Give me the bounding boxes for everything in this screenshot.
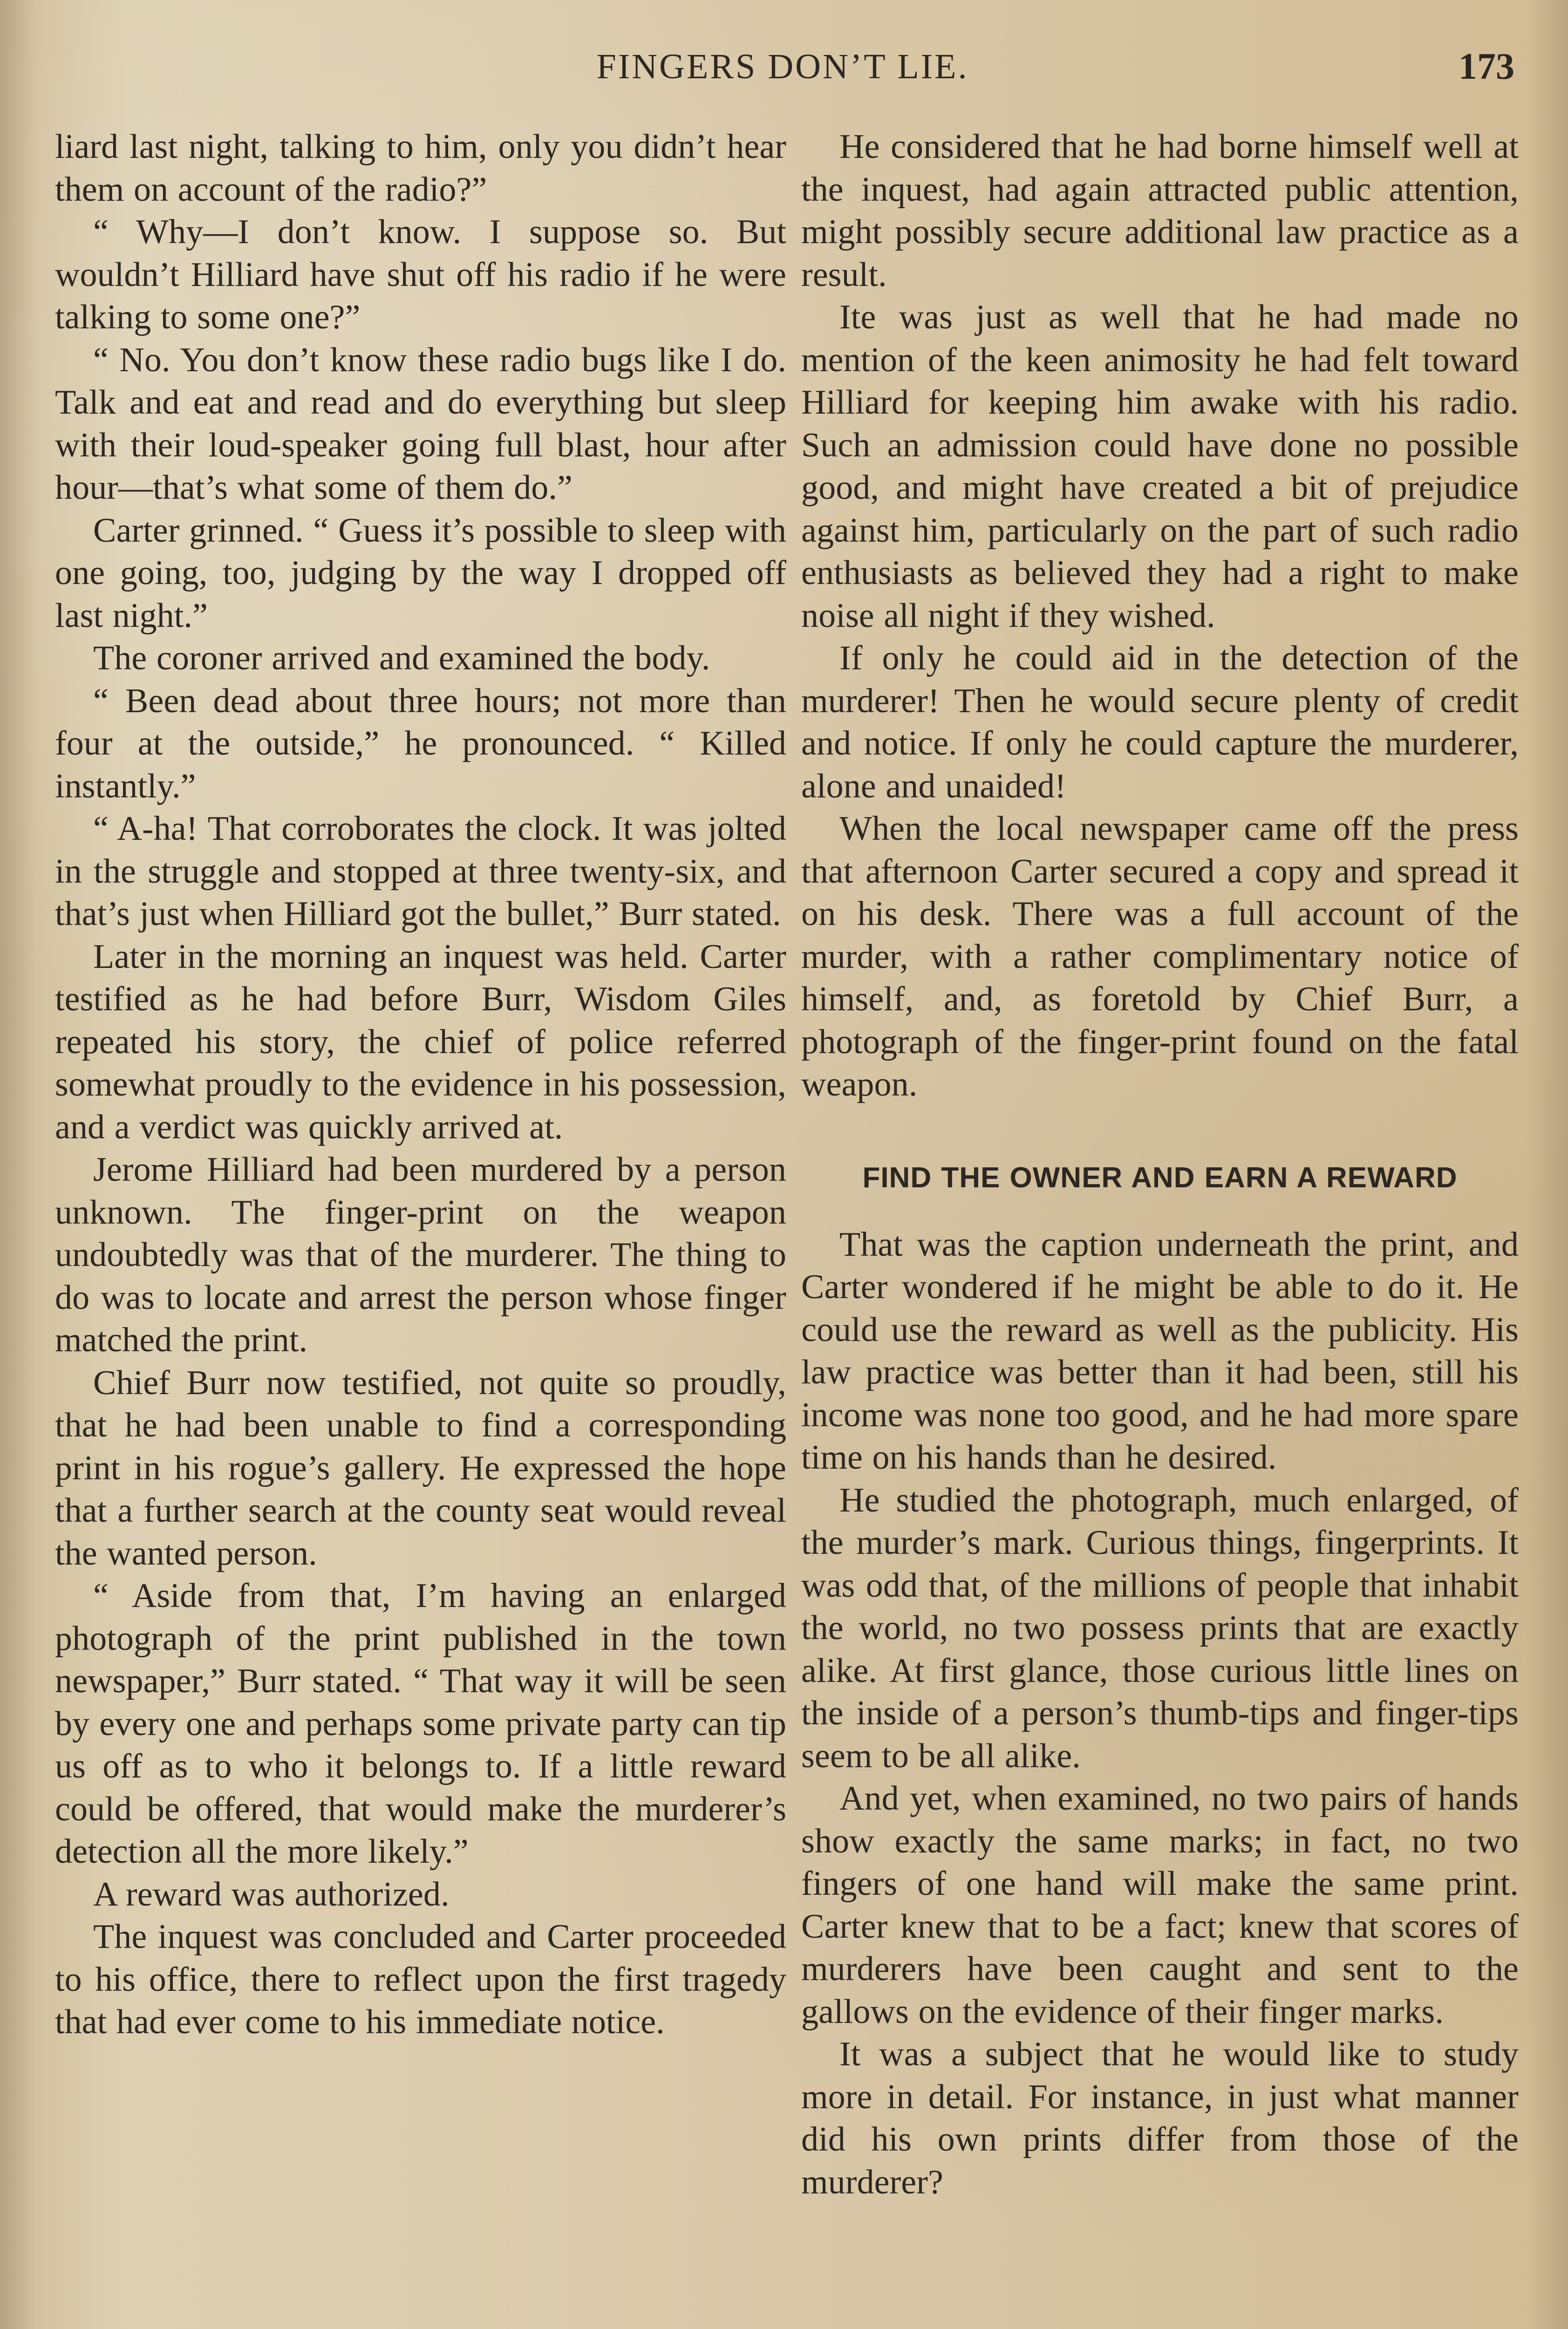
page-number: 173 <box>1459 46 1514 87</box>
left-paragraph-11: “ Aside from that, I’m having an enlarged photograph of the print published in the town newspaper,” Burr stated. “ That way it will be seen by every one and perhaps some private party can tip us off as to who it belongs to. If a little reward could be offered, that would make the murderer’s detection all the more likely.” <box>55 1577 786 1871</box>
left-paragraph-1: liard last night, talking to him, only you didn’t hear them on account of the radio?” <box>55 128 786 209</box>
right-paragraph-2: Ite was just as well that he had made no mention of the keen animosity he had felt toward Hilliard for keeping him awake with his radio. Such an admission could have done no possible good, and might have created a bit of prejudice against him, particularly on the part of such radio enthusiasts as believed they had a right to make noise all night if they wished. <box>801 298 1519 635</box>
right-paragraph-3: If only he could aid in the detection of the murderer! Then he would secure plenty of credit and notice. If only he could capture the murderer, alone and unaided! <box>801 639 1519 805</box>
left-paragraph-13: The inquest was concluded and Carter proceeded to his office, there to reflect upon the first tragedy that had ever come to his immediate notice. <box>55 1918 786 2041</box>
right-paragraph-8: It was a subject that he would like to study more in detail. For instance, in just what manner did his own prints differ from those of the murderer? <box>801 2035 1519 2201</box>
right-paragraph-4: When the local newspaper came off the press that afternoon Carter secured a copy and spread it on his desk. There was a full account of the murder, with a rather complimentary notice of himself, and, as foretold by Chief Burr, a photograph of the finger-print found on the fatal weapon. <box>801 810 1519 1103</box>
left-paragraph-9: Jerome Hilliard had been murdered by a person unknown. The finger-print on the weapon undoubtedly was that of the murderer. The thing to do was to locate and arrest the person whose finger matched the print. <box>55 1151 786 1359</box>
right-paragraph-1: He considered that he had borne himself well at the inquest, had again attracted public attention, might possibly secure additional law practice as a result. <box>801 128 1519 294</box>
left-paragraph-4: Carter grinned. “ Guess it’s possible to sleep with one going, too, judging by the way I dropped off last night.” <box>55 511 786 635</box>
right-paragraph-6: He studied the photograph, much enlarged, of the murder’s mark. Curious things, fingerprints. It was odd that, of the millions of people that inhabit the world, no two possess prints that are exactly alike. At first glance, those curious little lines on the inside of a person’s thumb-tips and finger-tips seem to be all alike. <box>801 1481 1519 1775</box>
left-paragraph-12: A reward was authorized. <box>93 1875 450 1914</box>
page-left-shadow <box>0 0 37 2329</box>
left-paragraph-6: “ Been dead about three hours; not more than four at the outside,” he pronounced. “ Killed instantly.” <box>55 681 786 805</box>
left-paragraph-3: “ No. You don’t know these radio bugs like I do. Talk and eat and read and do everything but sleep with their loud-speaker going full blast, hour after hour—that’s what some of them do.” <box>55 340 786 507</box>
left-paragraph-10: Chief Burr now testified, not quite so proudly, that he had been unable to find a corresponding print in his rogue’s gallery. He expressed the hope that a further search at the county seat would reveal the wanted person. <box>55 1363 786 1573</box>
running-head-title: FINGERS DON’T LIE. <box>596 47 969 86</box>
left-paragraph-5: The coroner arrived and examined the body. <box>93 639 710 677</box>
page-right-shadow <box>1526 0 1568 2329</box>
left-paragraph-2: “ Why—I don’t know. I suppose so. But wouldn’t Hilliard have shut off his radio if he were talking to some one?” <box>55 213 786 336</box>
left-paragraph-7: “ A-ha! That corroborates the clock. It was jolted in the struggle and stopped at three twenty-six, and that’s just when Hilliard got the bullet,” Burr stated. <box>55 810 786 933</box>
right-paragraph-5: That was the caption underneath the print, and Carter wondered if he might be able to do it. He could use the reward as well as the publicity. His law practice was better than it had been, still his income was none too good, and he had more spare time on his hands than he desired. <box>801 1225 1519 1477</box>
left-paragraph-8: Later in the morning an inquest was held. Carter testified as he had before Burr, Wisdom Giles repeated his story, the chief of police referred somewhat proudly to the evidence in his possession, and a verdict was quickly arrived at. <box>55 937 786 1146</box>
right-paragraph-7: And yet, when examined, no two pairs of hands show exactly the same marks; in fact, no two fingers of one hand will make the same print. Carter knew that to be a fact; knew that scores of murderers have been caught and sent to the gallows on the evidence of their finger marks. <box>801 1779 1519 2031</box>
reward-heading: FIND THE OWNER AND EARN A REWARD <box>862 1161 1458 1194</box>
right-text-column <box>801 126 1519 2204</box>
page-header <box>0 41 1568 92</box>
left-text-column <box>55 126 786 2044</box>
